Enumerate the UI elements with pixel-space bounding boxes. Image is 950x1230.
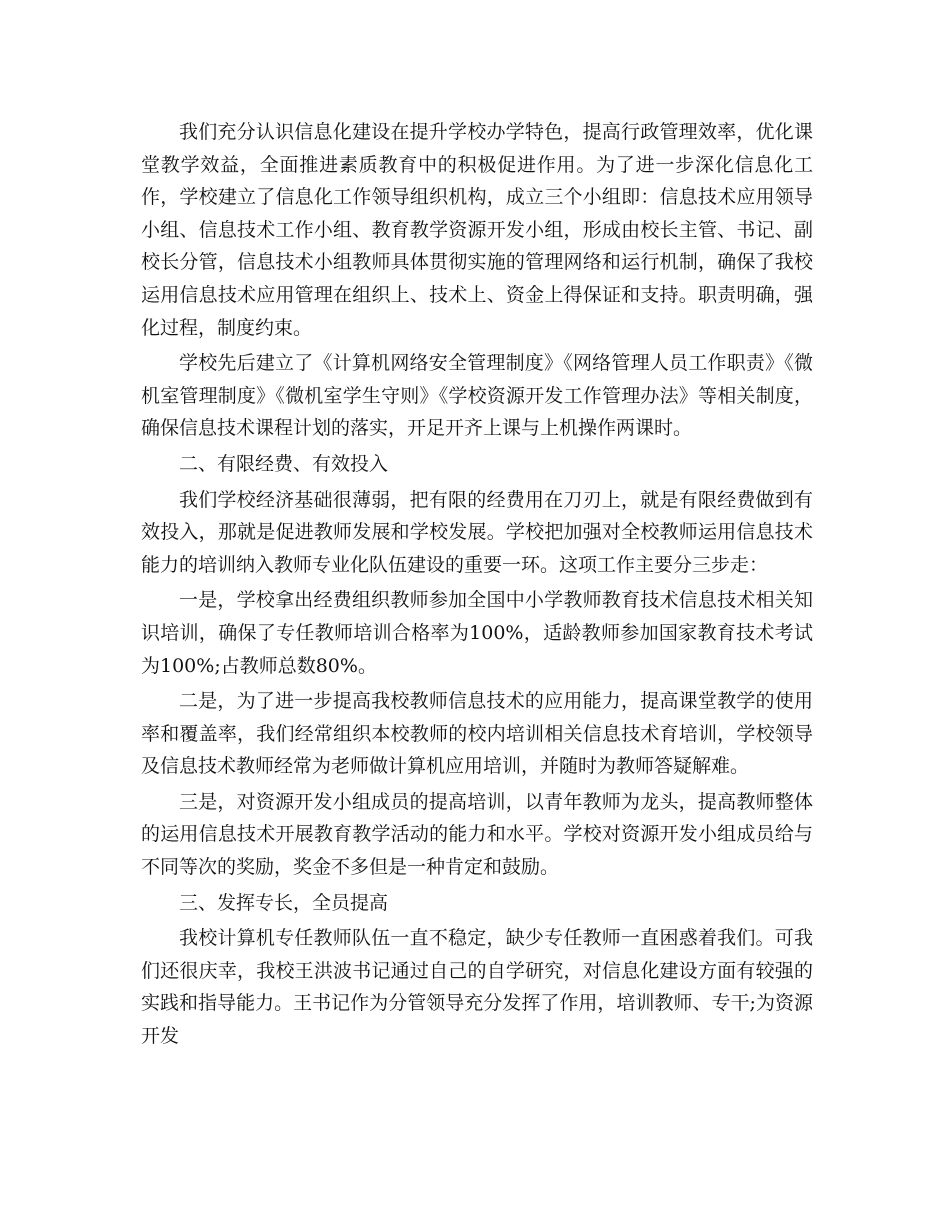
paragraph-step-two: 二是，为了进一步提高我校教师信息技术的应用能力，提高课堂教学的使用率和覆盖率，我们经常组织本校教师的校内培训相关信息技术育培训，学校领导及信息技术教师经常为老师做计算机应用培训，并随时为教师答疑解难。 [141, 690, 813, 778]
paragraph-step-three: 三是，对资源开发小组成员的提高培训，以青年教师为龙头，提高教师整体的运用信息技术开展教育教学活动的能力和水平。学校对资源开发小组成员给与不同等次的奖励，奖金不多但是一种肯定和鼓励。 [141, 790, 813, 879]
paragraph-step-one: 一是，学校拿出经费组织教师参加全国中小学教师教育技术信息技术相关知识培训，确保了专任教师培训合格率为100%，适龄教师参加国家教育技术考试为100%;占教师总数80%。 [141, 589, 813, 677]
section-heading-expertise: 三、发挥专长，全员提高 [179, 891, 389, 914]
paragraph-management-rules: 学校先后建立了《计算机网络安全管理制度》《网络管理人员工作职责》《微机室管理制度》《微机室学生守则》《学校资源开发工作管理办法》等相关制度，确保信息技术课程计划的落实，开足开齐上课与上机操作两课时。 [141, 352, 813, 440]
document-body [141, 116, 813, 1053]
paragraph-informatization-awareness: 我们充分认识信息化建设在提升学校办学特色，提高行政管理效率，优化课堂教学效益，全面推进素质教育中的积极促进作用。为了进一步深化信息化工作，学校建立了信息化工作领导组织机构，成立三个小组即：信息技术应用领导小组、信息技术工作小组、教育教学资源开发小组，形成由校长主管、书记、副校长分管，信息技术小组教师具体贯彻实施的管理网络和运行机制，确保了我校运用信息技术应用管理在组织上、技术上、资金上得保证和支持。职责明确，强化过程，制度约束。 [141, 121, 813, 339]
paragraph-teacher-team: 我校计算机专任教师队伍一直不稳定，缺少专任教师一直困惑着我们。可我们还很庆幸，我校王洪波书记通过自己的自学研究，对信息化建设方面有较强的实践和指导能力。王书记作为分管领导充分发挥了作用，培训教师、专干;为资源开发 [141, 927, 813, 1048]
section-heading-limited-funds: 二、有限经费、有效投入 [179, 452, 389, 475]
paragraph-funding-investment: 我们学校经济基础很薄弱，把有限的经费用在刀刃上，就是有限经费做到有效投入，那就是促进教师发展和学校发展。学校把加强对全校教师运用信息技术能力的培训纳入教师专业化队伍建设的重要一环。这项工作主要分三步走： [141, 488, 813, 576]
